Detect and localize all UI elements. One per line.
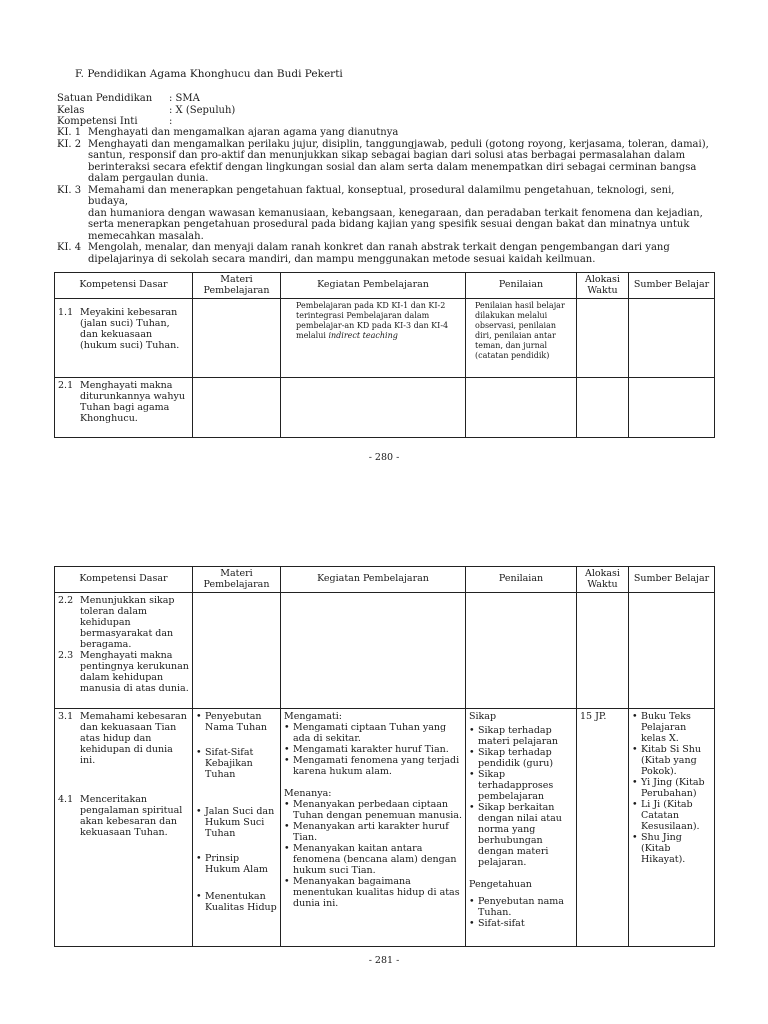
sumber-cell — [629, 378, 715, 438]
materi-cell — [193, 593, 281, 709]
section-title: F. Pendidikan Agama Khonghucu dan Budi Pekerti — [75, 68, 343, 80]
ki-3 — [57, 185, 717, 243]
meta-label: Satuan Pendidikan — [57, 93, 153, 104]
ki-4 — [57, 242, 717, 265]
meta-value: : — [169, 116, 173, 127]
alokasi-cell — [577, 378, 629, 438]
ki-text: Menghayati dan mengamalkan ajaran agama yang dianutnya — [88, 127, 399, 138]
meta-label: Kelas — [57, 104, 85, 116]
kd-number: 2.1 — [58, 380, 74, 391]
ki-number: KI. 4 — [57, 242, 82, 253]
header-alokasi: Alokasi Waktu — [577, 273, 629, 299]
materi-item: • Jalan Suci dan Hukum Suci Tuhan — [196, 806, 277, 839]
mengamati-item: • Mengamati fenomena yang terjadi karena hukum alam. — [284, 755, 462, 777]
sumber-item: • Buku Teks Pelajaran kelas X. — [632, 711, 711, 744]
sumber-cell — [629, 709, 715, 947]
table-header-row — [55, 567, 715, 593]
kd-text: Memahami kebesaran dan kekuasaan Tian atas hidup dan kehidupan di dunia ini. — [80, 711, 187, 766]
meta-block — [57, 93, 235, 128]
mengamati-item: • Mengamati karakter huruf Tian. — [284, 744, 462, 755]
kd-number: 3.1 — [58, 711, 74, 722]
sikap-item: • Sikap terhadap materi pelajaran — [469, 725, 573, 747]
ki-text: Menghayati dan mengamalkan perilaku jujur, disiplin, tanggungjawab, peduli (gotong royong, kerjasama, toleran, damai), — [88, 138, 709, 150]
header-kompetensi-dasar: Kompetensi Dasar — [55, 273, 193, 299]
kd-number: 2.3 — [58, 650, 74, 661]
kompetensi-inti-list — [57, 127, 717, 265]
alokasi-cell — [577, 593, 629, 709]
table-row — [55, 299, 715, 378]
header-kegiatan: Kegiatan Pembelajaran — [281, 567, 466, 593]
pengetahuan-label: Pengetahuan — [469, 879, 532, 890]
table-header-row — [55, 273, 715, 299]
table-row — [55, 593, 715, 709]
penilaian-cell — [466, 709, 577, 947]
penilaian-cell — [466, 378, 577, 438]
alokasi-value: 15 JP. — [580, 711, 607, 722]
meta-value: : X (Sepuluh) — [169, 104, 236, 116]
page-number: - 281 - — [368, 955, 400, 966]
header-sumber: Sumber Belajar — [629, 273, 715, 299]
ki-2 — [57, 139, 717, 185]
sumber-item: • Kitab Si Shu (Kitab yang Pokok). — [632, 744, 711, 777]
header-kompetensi-dasar: Kompetensi Dasar — [55, 567, 193, 593]
kd-cell — [55, 299, 193, 378]
meta-row-ki — [57, 116, 235, 128]
materi-item: • Prinsip Hukum Alam — [196, 853, 277, 875]
ki-text: Mengolah, menalar, dan menyaji dalam ranah konkret dan ranah abstrak terkait dengan pengembangan dari yang — [88, 242, 670, 253]
menanya-item: • Menanyakan kaitan antara fenomena (bencana alam) dengan hukum suci Tian. — [284, 843, 462, 876]
kegiatan-cell — [281, 709, 466, 947]
menanya-item: • Menanyakan arti karakter huruf Tian. — [284, 821, 462, 843]
syllabus-table-1 — [54, 272, 715, 438]
table-row — [55, 709, 715, 947]
kd-text: Menghayati makna diturunkannya wahyu Tuhan bagi agama Khonghucu. — [80, 380, 185, 424]
sumber-cell — [629, 299, 715, 378]
table-row — [55, 378, 715, 438]
alokasi-cell — [577, 299, 629, 378]
ki-number: KI. 1 — [57, 127, 82, 138]
sumber-item: • Shu Jing (Kitab Hikayat). — [632, 832, 711, 865]
sikap-item: • Sikap terhadapproses pembelajaran — [469, 769, 573, 802]
kd-number: 4.1 — [58, 794, 74, 805]
materi-list — [196, 711, 277, 913]
alokasi-cell — [577, 709, 629, 947]
kegiatan-text: Pembelajaran pada KD KI-1 dan KI-2 terintegrasi Pembelajaran dalam pembelajar-an KD pada KI-3 dan KI-4 melalui — [296, 301, 449, 340]
header-materi: Materi Pembelajaran — [193, 273, 281, 299]
mengamati-item: • Mengamati ciptaan Tuhan yang ada di sekitar. — [284, 722, 462, 744]
header-penilaian: Penilaian — [466, 273, 577, 299]
meta-row-satuan — [57, 93, 235, 105]
materi-cell — [193, 378, 281, 438]
sikap-item: • Sikap berkaitan dengan nilai atau norma yang berhubungan dengan materi pelajaran. — [469, 802, 573, 868]
sumber-list — [632, 711, 711, 865]
meta-label: Kompetensi Inti — [57, 116, 138, 127]
syllabus-table-2 — [54, 566, 715, 947]
pengetahuan-item: • Sifat-sifat — [469, 918, 573, 929]
kegiatan-italic: indirect teaching — [328, 331, 398, 340]
penilaian-cell — [466, 593, 577, 709]
page-number: - 280 - — [368, 452, 400, 463]
sumber-item: • Li Ji (Kitab Catatan Kesusilaan). — [632, 799, 711, 832]
kegiatan-cell — [281, 378, 466, 438]
ki-text-continued: santun, responsif dan pro-aktif dan menunjukkan sikap sebagai bagian dari solusi atas berbagai permasalahan dalam berinteraksi secara efektif dengan lingkungan sosial dan alam serta dalam menempatkan diri sebagai cerminan bangsa dalam pergaulan dunia. — [88, 150, 697, 184]
penilaian-text: Penilaian hasil belajar dilakukan melalui observasi, penilaian diri, penilaian antar teman, dan jurnal (catatan pendidik) — [475, 301, 565, 360]
sikap-item: • Sikap terhadap pendidik (guru) — [469, 747, 573, 769]
kd-cell — [55, 709, 193, 947]
kd-number: 2.2 — [58, 595, 74, 606]
mengamati-label: Mengamati: — [284, 711, 342, 722]
sikap-list — [469, 725, 573, 868]
ki-1 — [57, 127, 717, 139]
menanya-item: • Menanyakan bagaimana menentukan kualitas hidup di atas dunia ini. — [284, 876, 462, 909]
kd-number: 1.1 — [58, 307, 74, 318]
header-sumber: Sumber Belajar — [629, 567, 715, 593]
meta-row-kelas — [57, 105, 235, 117]
kd-text: Menunjukkan sikap toleran dalam kehidupan bermasyarakat dan beragama. — [80, 595, 175, 650]
kd-text: Meyakini kebesaran (jalan suci) Tuhan, dan kekuasaan (hukum suci) Tuhan. — [80, 307, 180, 351]
menanya-item: • Menanyakan perbedaan ciptaan Tuhan dengan penemuan manusia. — [284, 799, 462, 821]
kegiatan-cell — [281, 593, 466, 709]
sumber-cell — [629, 593, 715, 709]
penilaian-cell — [466, 299, 577, 378]
materi-cell — [193, 299, 281, 378]
kegiatan-cell — [281, 299, 466, 378]
kd-text: Menghayati makna pentingnya kerukunan dalam kehidupan manusia di atas dunia. — [80, 650, 189, 694]
ki-text-continued: dipelajarinya di sekolah secara mandiri, dan mampu menggunakan metode sesuai kaidah keilmuan. — [88, 253, 596, 265]
sumber-item: • Yi Jing (Kitab Perubahan) — [632, 777, 711, 799]
materi-item: • Sifat-Sifat Kebajikan Tuhan — [196, 747, 277, 780]
header-materi: Materi Pembelajaran — [193, 567, 281, 593]
pengetahuan-list — [469, 896, 573, 929]
ki-number: KI. 2 — [57, 138, 82, 150]
menanya-list — [284, 799, 462, 909]
meta-value: : SMA — [169, 93, 200, 104]
materi-cell — [193, 709, 281, 947]
kd-text: Menceritakan pengalaman spiritual akan kebesaran dan kekuasaan Tuhan. — [80, 794, 183, 838]
kd-cell — [55, 378, 193, 438]
ki-text: Memahami dan menerapkan pengetahuan faktual, konseptual, prosedural dalamilmu pengetahuan, teknologi, seni, budaya, — [88, 184, 675, 207]
header-penilaian: Penilaian — [466, 567, 577, 593]
materi-item: • Menentukan Kualitas Hidup — [196, 891, 277, 913]
ki-number: KI. 3 — [57, 184, 82, 196]
kd-cell — [55, 593, 193, 709]
ki-text-continued: dan humaniora dengan wawasan kemanusiaan, kebangsaan, kenegaraan, dan peradaban terkait fenomena dan kejadian, serta menerapkan pengetahuan prosedural pada bidang kajian yang spesifik sesuai dengan bakat dan minatnya untuk memecahkan masalah. — [88, 207, 703, 242]
materi-item: • Penyebutan Nama Tuhan — [196, 711, 277, 733]
mengamati-list — [284, 722, 462, 777]
pengetahuan-item: • Penyebutan nama Tuhan. — [469, 896, 573, 918]
header-alokasi: Alokasi Waktu — [577, 567, 629, 593]
menanya-label: Menanya: — [284, 788, 332, 799]
header-kegiatan: Kegiatan Pembelajaran — [281, 273, 466, 299]
sikap-label: Sikap — [469, 711, 497, 722]
